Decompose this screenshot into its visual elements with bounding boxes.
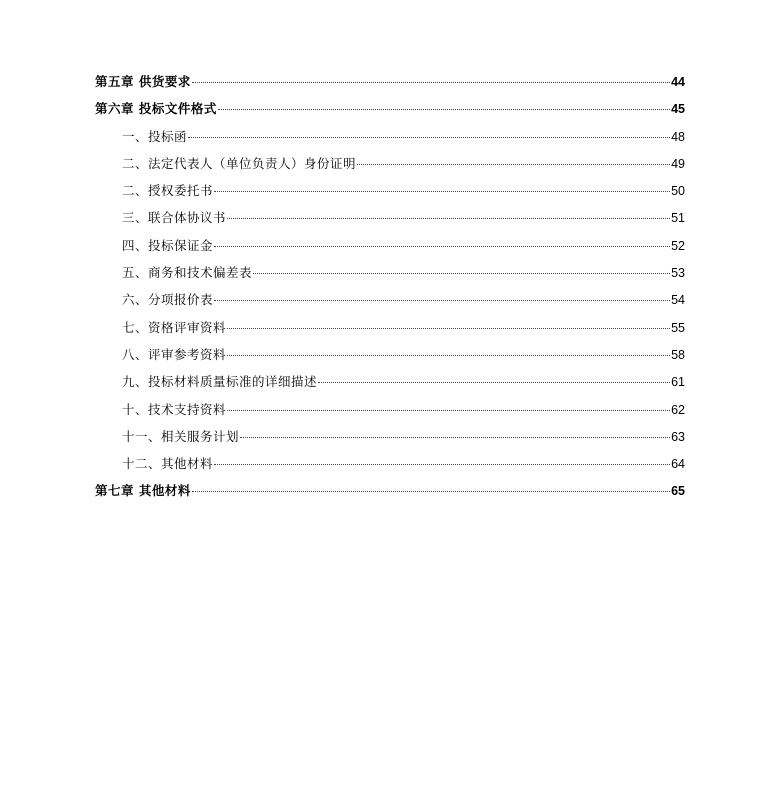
toc-entry-title: 三、联合体协议书 bbox=[122, 210, 227, 226]
toc-section-entry[interactable] bbox=[95, 177, 685, 204]
toc-page-number: 52 bbox=[671, 238, 685, 253]
toc-page-number: 62 bbox=[671, 402, 685, 417]
toc-entry-title: 九、投标材料质量标准的详细描述 bbox=[122, 374, 318, 390]
toc-section-entry[interactable] bbox=[95, 341, 685, 368]
toc-section-entry[interactable] bbox=[95, 204, 685, 231]
toc-section-entry[interactable] bbox=[95, 423, 685, 450]
dot-leader bbox=[218, 108, 670, 110]
toc-section-entry[interactable] bbox=[95, 450, 685, 477]
dot-leader bbox=[214, 190, 670, 192]
toc-page-number: 48 bbox=[671, 129, 685, 144]
dot-leader bbox=[357, 163, 670, 165]
toc-entry-title: 十二、其他材料 bbox=[122, 456, 214, 472]
toc-page-number: 61 bbox=[671, 375, 685, 390]
toc-page-number: 58 bbox=[671, 347, 685, 362]
toc-entry-title: 十一、相关服务计划 bbox=[122, 428, 240, 444]
dot-leader bbox=[214, 245, 670, 247]
dot-leader bbox=[318, 381, 670, 383]
toc-entry-title: 五、商务和技术偏差表 bbox=[122, 265, 253, 281]
toc-section-entry[interactable] bbox=[95, 259, 685, 286]
toc-chapter-entry[interactable] bbox=[95, 477, 685, 504]
toc-section-entry[interactable] bbox=[95, 232, 685, 259]
toc-page-number: 65 bbox=[671, 484, 685, 499]
dot-leader bbox=[227, 409, 670, 411]
dot-leader bbox=[214, 299, 670, 301]
dot-leader bbox=[192, 490, 670, 492]
toc-page-number: 49 bbox=[671, 156, 685, 171]
toc-section-entry[interactable] bbox=[95, 286, 685, 313]
dot-leader bbox=[227, 354, 670, 356]
toc-section-entry[interactable] bbox=[95, 396, 685, 423]
toc-page-number: 50 bbox=[671, 184, 685, 199]
toc-page-number: 64 bbox=[671, 457, 685, 472]
toc-page-number: 44 bbox=[671, 75, 685, 89]
toc-section-entry[interactable] bbox=[95, 150, 685, 177]
toc-page-number: 51 bbox=[671, 211, 685, 226]
toc-entry-title: 六、分项报价表 bbox=[122, 292, 214, 308]
toc-chapter-entry[interactable] bbox=[95, 68, 685, 95]
dot-leader bbox=[227, 217, 670, 219]
dot-leader bbox=[214, 463, 670, 465]
toc-entry-title: 第六章 投标文件格式 bbox=[95, 101, 217, 117]
toc-entry-title: 二、法定代表人（单位负责人）身份证明 bbox=[122, 155, 357, 171]
dot-leader bbox=[240, 436, 670, 438]
toc-entry-title: 第五章 供货要求 bbox=[95, 74, 191, 89]
toc-entry-title: 八、评审参考资料 bbox=[122, 346, 227, 362]
dot-leader bbox=[253, 272, 670, 274]
toc-entry-title: 一、投标函 bbox=[122, 128, 188, 144]
dot-leader bbox=[188, 136, 670, 138]
dot-leader bbox=[192, 81, 670, 83]
toc-page-number: 55 bbox=[671, 320, 685, 335]
toc-page-number: 45 bbox=[671, 102, 685, 117]
toc-section-entry[interactable] bbox=[95, 123, 685, 150]
toc-entry-title: 七、资格评审资料 bbox=[122, 319, 227, 335]
toc-entry-title: 十、技术支持资料 bbox=[122, 401, 227, 417]
toc-page-number: 53 bbox=[671, 266, 685, 281]
toc-entry-title: 二、授权委托书 bbox=[122, 183, 214, 199]
toc-page-number: 63 bbox=[671, 429, 685, 444]
table-of-contents bbox=[95, 68, 685, 505]
toc-entry-title: 第七章 其他材料 bbox=[95, 483, 191, 499]
dot-leader bbox=[227, 327, 670, 329]
toc-chapter-entry[interactable] bbox=[95, 95, 685, 122]
toc-section-entry[interactable] bbox=[95, 314, 685, 341]
toc-page-number: 54 bbox=[671, 293, 685, 308]
toc-entry-title: 四、投标保证金 bbox=[122, 237, 214, 253]
toc-section-entry[interactable] bbox=[95, 368, 685, 395]
